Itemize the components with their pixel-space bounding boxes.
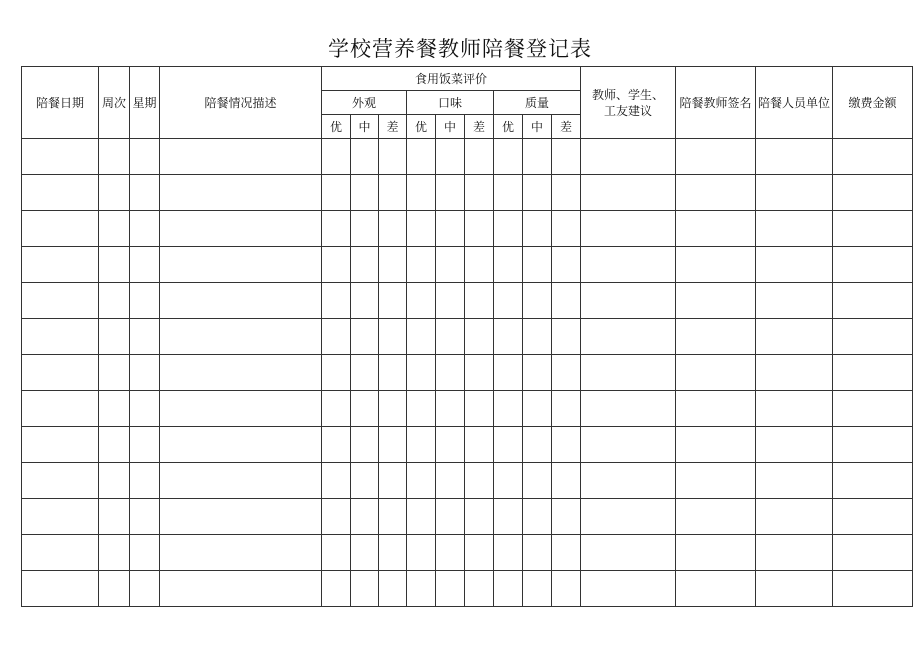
table-cell[interactable]: [581, 175, 676, 211]
table-cell[interactable]: [676, 355, 756, 391]
table-cell[interactable]: [676, 427, 756, 463]
table-cell[interactable]: [436, 535, 465, 571]
table-cell[interactable]: [99, 319, 130, 355]
table-cell[interactable]: [351, 139, 379, 175]
table-cell[interactable]: [465, 391, 494, 427]
table-cell[interactable]: [22, 175, 99, 211]
table-cell[interactable]: [436, 247, 465, 283]
table-cell[interactable]: [407, 571, 436, 607]
table-cell[interactable]: [22, 211, 99, 247]
table-cell[interactable]: [436, 139, 465, 175]
table-cell[interactable]: [99, 211, 130, 247]
table-cell[interactable]: [523, 355, 552, 391]
table-cell[interactable]: [322, 355, 351, 391]
table-cell[interactable]: [351, 427, 379, 463]
table-cell[interactable]: [581, 463, 676, 499]
table-cell[interactable]: [465, 283, 494, 319]
table-cell[interactable]: [160, 571, 322, 607]
table-cell[interactable]: [22, 463, 99, 499]
table-cell[interactable]: [351, 211, 379, 247]
table-cell[interactable]: [351, 499, 379, 535]
table-cell[interactable]: [494, 247, 523, 283]
table-cell[interactable]: [465, 247, 494, 283]
table-cell[interactable]: [130, 427, 160, 463]
header-unit: 陪餐人员单位: [756, 67, 833, 139]
table-cell[interactable]: [494, 175, 523, 211]
table-cell[interactable]: [436, 211, 465, 247]
table-cell[interactable]: [523, 535, 552, 571]
table-cell[interactable]: [407, 319, 436, 355]
grade-good: 优: [322, 115, 351, 139]
table-cell[interactable]: [379, 283, 407, 319]
table-cell[interactable]: [756, 139, 833, 175]
table-cell[interactable]: [160, 175, 322, 211]
table-cell[interactable]: [756, 355, 833, 391]
table-cell[interactable]: [99, 355, 130, 391]
header-quality: 质量: [494, 91, 581, 115]
table-cell[interactable]: [581, 355, 676, 391]
table-cell[interactable]: [130, 535, 160, 571]
table-cell[interactable]: [552, 139, 581, 175]
table-cell[interactable]: [322, 319, 351, 355]
table-cell[interactable]: [22, 247, 99, 283]
table-cell[interactable]: [379, 499, 407, 535]
table-cell[interactable]: [833, 283, 913, 319]
table-cell[interactable]: [581, 211, 676, 247]
table-cell[interactable]: [22, 391, 99, 427]
grade-poor: 差: [552, 115, 581, 139]
grade-good: 优: [407, 115, 436, 139]
table-cell[interactable]: [351, 319, 379, 355]
table-cell[interactable]: [436, 283, 465, 319]
table-cell[interactable]: [494, 139, 523, 175]
table-cell[interactable]: [407, 211, 436, 247]
table-cell[interactable]: [379, 391, 407, 427]
table-cell[interactable]: [676, 247, 756, 283]
table-cell[interactable]: [22, 499, 99, 535]
table-cell[interactable]: [22, 427, 99, 463]
table-cell[interactable]: [833, 139, 913, 175]
table-cell[interactable]: [465, 211, 494, 247]
table-cell[interactable]: [351, 175, 379, 211]
table-cell[interactable]: [581, 535, 676, 571]
table-cell[interactable]: [22, 355, 99, 391]
table-cell[interactable]: [552, 283, 581, 319]
table-cell[interactable]: [676, 319, 756, 355]
table-cell[interactable]: [676, 463, 756, 499]
table-cell[interactable]: [322, 175, 351, 211]
table-cell[interactable]: [756, 175, 833, 211]
table-cell[interactable]: [130, 355, 160, 391]
table-cell[interactable]: [22, 571, 99, 607]
table-cell[interactable]: [552, 319, 581, 355]
table-cell[interactable]: [379, 571, 407, 607]
table-cell[interactable]: [552, 175, 581, 211]
table-row: [22, 535, 913, 571]
table-cell[interactable]: [756, 319, 833, 355]
header-weekday: 星期: [130, 67, 160, 139]
table-cell[interactable]: [99, 247, 130, 283]
table-cell[interactable]: [436, 499, 465, 535]
table-cell[interactable]: [322, 283, 351, 319]
table-cell[interactable]: [833, 211, 913, 247]
table-cell[interactable]: [552, 211, 581, 247]
table-cell[interactable]: [436, 319, 465, 355]
table-cell[interactable]: [494, 355, 523, 391]
table-cell[interactable]: [436, 175, 465, 211]
table-row: [22, 247, 913, 283]
table-cell[interactable]: [160, 499, 322, 535]
table-cell[interactable]: [160, 139, 322, 175]
table-cell[interactable]: [523, 427, 552, 463]
table-cell[interactable]: [379, 427, 407, 463]
table-cell[interactable]: [756, 391, 833, 427]
table-cell[interactable]: [833, 571, 913, 607]
table-cell[interactable]: [523, 247, 552, 283]
page-title: 学校营养餐教师陪餐登记表: [328, 37, 592, 61]
table-cell[interactable]: [465, 139, 494, 175]
table-cell[interactable]: [160, 427, 322, 463]
table-row: [22, 427, 913, 463]
table-cell[interactable]: [379, 139, 407, 175]
table-cell[interactable]: [676, 571, 756, 607]
table-cell[interactable]: [465, 355, 494, 391]
table-cell[interactable]: [676, 175, 756, 211]
table-cell[interactable]: [494, 283, 523, 319]
table-cell[interactable]: [523, 499, 552, 535]
table-cell[interactable]: [407, 499, 436, 535]
table-cell[interactable]: [676, 499, 756, 535]
table-cell[interactable]: [581, 499, 676, 535]
table-cell[interactable]: [465, 319, 494, 355]
table-cell[interactable]: [676, 535, 756, 571]
table-cell[interactable]: [379, 175, 407, 211]
table-cell[interactable]: [322, 463, 351, 499]
table-cell[interactable]: [581, 571, 676, 607]
table-cell[interactable]: [494, 391, 523, 427]
table-cell[interactable]: [465, 175, 494, 211]
table-cell[interactable]: [322, 499, 351, 535]
table-cell[interactable]: [833, 355, 913, 391]
table-row: [22, 211, 913, 247]
table-cell[interactable]: [552, 499, 581, 535]
table-cell[interactable]: [494, 211, 523, 247]
table-cell[interactable]: [322, 211, 351, 247]
registration-table: [21, 66, 913, 607]
table-row: [22, 139, 913, 175]
table-cell[interactable]: [756, 427, 833, 463]
table-cell[interactable]: [494, 571, 523, 607]
table-cell[interactable]: [833, 175, 913, 211]
table-cell[interactable]: [581, 247, 676, 283]
table-cell[interactable]: [22, 535, 99, 571]
table-cell[interactable]: [130, 571, 160, 607]
table-cell[interactable]: [676, 391, 756, 427]
table-row: [22, 283, 913, 319]
table-row: [22, 319, 913, 355]
table-cell[interactable]: [407, 175, 436, 211]
table-cell[interactable]: [523, 175, 552, 211]
table-cell[interactable]: [523, 139, 552, 175]
table-cell[interactable]: [99, 427, 130, 463]
table-cell[interactable]: [756, 571, 833, 607]
table-cell[interactable]: [99, 175, 130, 211]
table-row: [22, 571, 913, 607]
table-cell[interactable]: [160, 247, 322, 283]
table-cell[interactable]: [552, 463, 581, 499]
table-cell[interactable]: [552, 391, 581, 427]
table-cell[interactable]: [436, 427, 465, 463]
table-cell[interactable]: [833, 535, 913, 571]
table-cell[interactable]: [494, 427, 523, 463]
table-cell[interactable]: [407, 463, 436, 499]
table-cell[interactable]: [833, 391, 913, 427]
table-cell[interactable]: [552, 247, 581, 283]
table-cell[interactable]: [351, 463, 379, 499]
table-cell[interactable]: [99, 139, 130, 175]
table-cell[interactable]: [130, 139, 160, 175]
table-cell[interactable]: [494, 463, 523, 499]
table-cell[interactable]: [130, 499, 160, 535]
table-cell[interactable]: [351, 535, 379, 571]
table-cell[interactable]: [130, 391, 160, 427]
table-cell[interactable]: [552, 535, 581, 571]
table-cell[interactable]: [407, 535, 436, 571]
table-cell[interactable]: [581, 283, 676, 319]
table-cell[interactable]: [99, 283, 130, 319]
table-row: [22, 499, 913, 535]
table-cell[interactable]: [160, 211, 322, 247]
table-cell[interactable]: [436, 391, 465, 427]
table-cell[interactable]: [407, 139, 436, 175]
table-cell[interactable]: [322, 427, 351, 463]
table-cell[interactable]: [322, 247, 351, 283]
grade-mid: 中: [523, 115, 552, 139]
table-cell[interactable]: [130, 247, 160, 283]
table-cell[interactable]: [351, 283, 379, 319]
table-row: [22, 175, 913, 211]
table-cell[interactable]: [494, 499, 523, 535]
table-cell[interactable]: [523, 283, 552, 319]
header-suggestions: 教师、学生、工友建议: [581, 67, 676, 139]
table-cell[interactable]: [322, 535, 351, 571]
table-cell[interactable]: [494, 319, 523, 355]
table-cell[interactable]: [465, 463, 494, 499]
table-cell[interactable]: [494, 535, 523, 571]
table-cell[interactable]: [833, 247, 913, 283]
table-cell[interactable]: [833, 427, 913, 463]
table-cell[interactable]: [99, 571, 130, 607]
table-cell[interactable]: [581, 139, 676, 175]
table-cell[interactable]: [436, 463, 465, 499]
table-cell[interactable]: [833, 463, 913, 499]
table-cell[interactable]: [523, 319, 552, 355]
table-cell[interactable]: [99, 535, 130, 571]
header-taste: 口味: [407, 91, 494, 115]
table-cell[interactable]: [676, 283, 756, 319]
table-cell[interactable]: [756, 247, 833, 283]
table-cell[interactable]: [465, 499, 494, 535]
header-teacher-sign: 陪餐教师签名: [676, 67, 756, 139]
table-cell[interactable]: [379, 463, 407, 499]
table-cell[interactable]: [130, 463, 160, 499]
table-cell[interactable]: [379, 247, 407, 283]
table-cell[interactable]: [523, 211, 552, 247]
table-cell[interactable]: [552, 427, 581, 463]
table-cell[interactable]: [523, 571, 552, 607]
table-cell[interactable]: [160, 355, 322, 391]
table-cell[interactable]: [379, 355, 407, 391]
table-cell[interactable]: [756, 463, 833, 499]
table-cell[interactable]: [130, 283, 160, 319]
table-cell[interactable]: [130, 319, 160, 355]
table-cell[interactable]: [465, 571, 494, 607]
header-date: 陪餐日期: [22, 67, 99, 139]
table-cell[interactable]: [581, 427, 676, 463]
table-cell[interactable]: [581, 391, 676, 427]
table-row: [22, 463, 913, 499]
table-cell[interactable]: [465, 535, 494, 571]
table-row: [22, 391, 913, 427]
table-cell[interactable]: [436, 355, 465, 391]
table-cell[interactable]: [322, 571, 351, 607]
grade-poor: 差: [465, 115, 494, 139]
table-cell[interactable]: [351, 571, 379, 607]
table-cell[interactable]: [130, 175, 160, 211]
table-cell[interactable]: [833, 319, 913, 355]
table-cell[interactable]: [160, 463, 322, 499]
table-cell[interactable]: [99, 391, 130, 427]
header-evaluation: 食用饭菜评价: [322, 67, 581, 91]
table-cell[interactable]: [436, 571, 465, 607]
table-cell[interactable]: [407, 283, 436, 319]
table-cell[interactable]: [351, 391, 379, 427]
table-cell[interactable]: [465, 427, 494, 463]
table-cell[interactable]: [322, 139, 351, 175]
table-cell[interactable]: [160, 319, 322, 355]
header-fee: 缴费金额: [833, 67, 913, 139]
table-cell[interactable]: [22, 283, 99, 319]
header-appearance: 外观: [322, 91, 407, 115]
table-cell[interactable]: [22, 139, 99, 175]
table-cell[interactable]: [99, 463, 130, 499]
grade-mid: 中: [436, 115, 465, 139]
table-cell[interactable]: [22, 319, 99, 355]
table-cell[interactable]: [379, 535, 407, 571]
table-cell[interactable]: [833, 499, 913, 535]
table-cell[interactable]: [756, 211, 833, 247]
table-cell[interactable]: [130, 211, 160, 247]
table-cell[interactable]: [407, 355, 436, 391]
table-cell[interactable]: [351, 355, 379, 391]
table-cell[interactable]: [523, 463, 552, 499]
table-cell[interactable]: [523, 391, 552, 427]
table-row: [22, 355, 913, 391]
table-cell[interactable]: [99, 499, 130, 535]
grade-good: 优: [494, 115, 523, 139]
table-cell[interactable]: [407, 391, 436, 427]
table-cell[interactable]: [676, 211, 756, 247]
header-description: 陪餐情况描述: [160, 67, 322, 139]
table-cell[interactable]: [552, 355, 581, 391]
table-cell[interactable]: [160, 535, 322, 571]
table-cell[interactable]: [552, 571, 581, 607]
grade-poor: 差: [379, 115, 407, 139]
table-cell[interactable]: [676, 139, 756, 175]
table-cell[interactable]: [756, 535, 833, 571]
table-cell[interactable]: [756, 283, 833, 319]
table-cell[interactable]: [407, 427, 436, 463]
table-cell[interactable]: [322, 391, 351, 427]
table-cell[interactable]: [756, 499, 833, 535]
table-cell[interactable]: [379, 211, 407, 247]
table-cell[interactable]: [379, 319, 407, 355]
grade-mid: 中: [351, 115, 379, 139]
table-cell[interactable]: [581, 319, 676, 355]
table-cell[interactable]: [160, 283, 322, 319]
table-cell[interactable]: [407, 247, 436, 283]
header-week: 周次: [99, 67, 130, 139]
table-cell[interactable]: [351, 247, 379, 283]
table-cell[interactable]: [160, 391, 322, 427]
